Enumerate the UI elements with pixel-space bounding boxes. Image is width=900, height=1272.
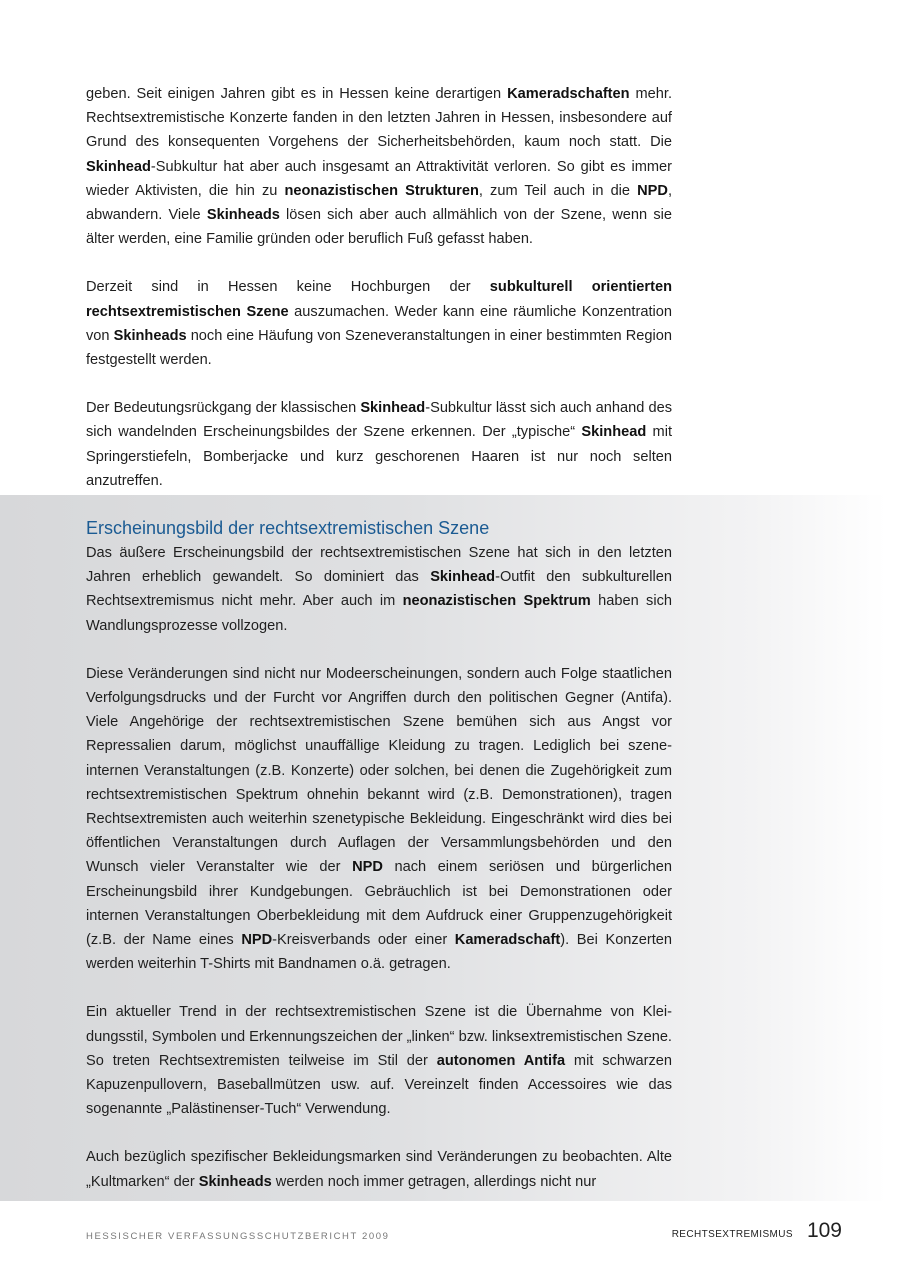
bold-term: subkulturell orientierten rechtsextremistischen Szene <box>86 279 672 320</box>
bold-term: Skinhead <box>581 424 647 441</box>
bold-term: Skinhead <box>360 400 426 417</box>
bold-term: NPD <box>241 932 273 949</box>
bold-term: neonazistischen Strukturen <box>284 182 479 199</box>
paragraph: geben. Seit einigen Jahren gibt es in Hessen keine derartigen Kameradschaften mehr. Rechtsextremistische Konzerte fanden in den letzten Jahren in Hessen, insbesondere auf Grund des konsequenten Vorgehens der Sicherheitsbehörden, kaum noch statt. Die Skinhead-Subkultur hat aber auch insgesamt an Attraktivität verloren. So gibt es immer wieder Aktivisten, die hin zu neonazistischen Strukturen, zum Teil auch in die NPD, abwandern. Viele Skinheads lösen sich aber auch allmählich von der Szene, wenn sie älter werden, eine Familie gründen oder beruflich Fuß gefasst haben. <box>86 86 672 248</box>
section-erscheinungsbild <box>86 515 672 1218</box>
section-heading: Erscheinungsbild der rechtsextremistischen Szene <box>86 518 490 538</box>
bold-term: Skinhead <box>86 158 151 175</box>
footer-page-info <box>672 1219 842 1243</box>
bold-term: Skinheads <box>113 327 187 344</box>
paragraph: Derzeit sind in Hessen keine Hochburgen der subkulturell orientierten rechtsextremistischen Szene auszumachen. Weder kann eine räumliche Konzentration von Skinheads noch eine Häufung von Szeneveranstaltungen in einer bestimmten Region festgestellt werden. <box>86 279 672 369</box>
paragraph: Diese Veränderungen sind nicht nur Modeerscheinungen, sondern auch Folge staatlichen Verfolgungsdrucks und der Furcht vor Angriffen durch den politischen Gegner (Antifa). Viele Angehörige der rechtsextremistischen Szene bemühen sich aus Angst vor Repressalien darum, möglichst unauffällige Kleidung zu tragen. Lediglich bei szeneinternen Veranstaltungen (z.B. Konzerte) oder solchen, bei denen die Zugehörigkeit zum rechtsextremistischen Spektrum ohnehin bekannt wird (z.B. Demonstrationen), tragen Rechtsextremisten auch weiterhin szenetypische Bekleidung. Eingeschränkt wird dies bei öffentlichen Veranstaltungen durch Auflagen der Versammlungsbehörden und den Wunsch vieler Veranstalter wie der NPD nach einem seriösen und bürgerlichen Erscheinungsbild ihrer Kundgebungen. Gebräuchlich ist bei Demonstrationen oder internen Veranstaltungen Oberbekleidung mit dem Aufdruck einer Gruppenzugehörigkeit (z.B. der Name eines NPD-Kreisverbands oder einer Kameradschaft). Bei Konzerten werden weiterhin T-Shirts mit Bandnamen o.ä. getragen. <box>86 665 672 973</box>
bold-term: Skinheads <box>198 1173 272 1190</box>
paragraph: Der Bedeutungsrückgang der klassischen Skinhead-Subkultur lässt sich auch anhand des sich wandelnden Erscheinungsbildes der Szene erkennen. Der „typische“ Skinhead mit Springerstiefeln, Bomberjacke und kurz geschorenen Haaren ist nur noch selten anzutreffen. <box>86 400 673 489</box>
bold-term: NPD <box>352 859 383 876</box>
bold-term: Skinhead <box>430 569 496 586</box>
footer-section-label: RECHTSEXTREMISMUS <box>671 1229 793 1240</box>
bold-term: Skinheads <box>206 207 280 224</box>
bold-term: Kameradschaft <box>454 932 561 949</box>
bold-term: Kameradschaften <box>507 86 630 102</box>
bold-term: autonomen Antifa <box>436 1052 566 1069</box>
paragraph: Ein aktueller Trend in der rechtsextremistischen Szene ist die Übernahme von Kleidungsstil, Symbolen und Erkennungszeichen der „linken“ bzw. linksextremistischen Szene. So treten Rechtsextremisten teilweise im Stil der autonomen Antifa mit schwarzen Kapuzenpullovern, Baseballmützen usw. auf. Vereinzelt finden Accessoires wie das sogenannte „Palästinenser-Tuch“ Verwendung. <box>86 1004 673 1118</box>
bold-term: NPD <box>637 182 668 199</box>
page-number: 109 <box>806 1219 842 1242</box>
paragraph: Auch bezüglich spezifischer Bekleidungsmarken sind Veränderungen zu beobachten. Alte „Kultmarken“ der Skinheads werden noch immer getragen, allerdings nicht nur <box>86 1149 672 1190</box>
bold-term: neonazistischen Spektrum <box>402 593 591 610</box>
upper-text-block <box>86 82 672 517</box>
paragraph: Das äußere Erscheinungsbild der rechtsextremistischen Szene hat sich in den letzten Jahren erheblich gewandelt. So dominiert das Skinhead-Outfit den subkulturellen Rechtsextremismus nicht mehr. Aber auch im neonazistischen Spektrum haben sich Wandlungsprozesse vollzogen. <box>86 545 672 634</box>
footer-report-title: HESSISCHER VERFASSUNGSSCHUTZBERICHT 2009 <box>86 1231 390 1242</box>
